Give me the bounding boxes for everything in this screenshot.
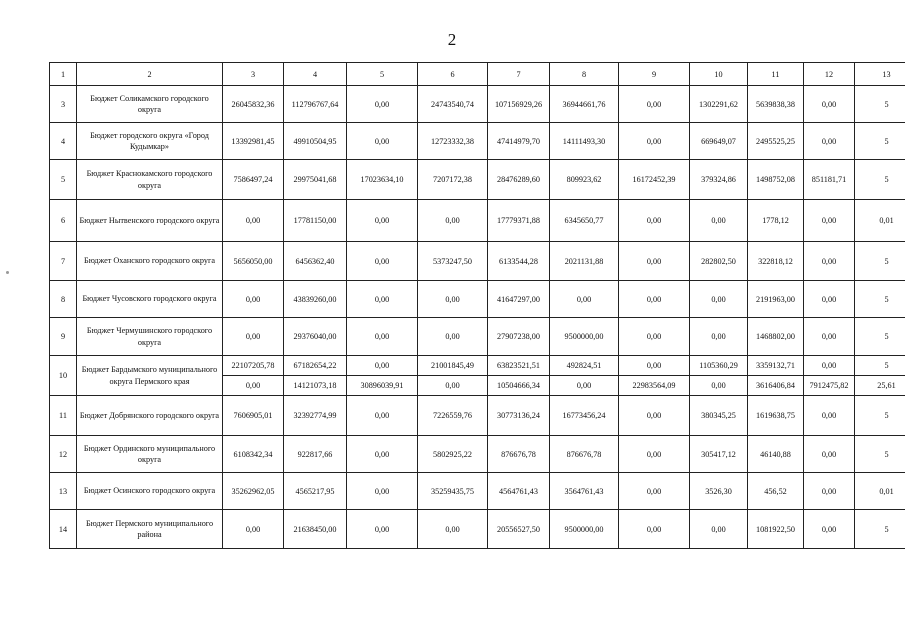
table-cell: 379324,86 [690,160,748,200]
table-cell: 22107205,78 [223,356,284,376]
table-row [50,86,905,123]
table-row [50,436,905,473]
table-cell: 47414979,70 [488,123,550,160]
row-number: 11 [50,396,77,436]
table-cell: 9500000,00 [550,510,619,549]
table-cell: 30773136,24 [488,396,550,436]
table-cell: 5802925,22 [418,436,488,473]
table-cell: 17781150,00 [284,200,347,242]
budget-name: Бюджет Соликамского городского округа [77,86,223,123]
header-row [50,63,905,86]
column-number-header: 12 [804,63,855,86]
table-cell: 22983564,09 [619,376,690,396]
table-cell: 0,00 [804,242,855,281]
table-cell: 41647297,00 [488,281,550,318]
table-cell: 0,00 [619,396,690,436]
table-cell: 10504666,34 [488,376,550,396]
row-number: 13 [50,473,77,510]
budget-name: Бюджет Краснокамского городского округа [77,160,223,200]
table-row [50,160,905,200]
table-cell: 0,00 [347,86,418,123]
table-cell: 35262962,05 [223,473,284,510]
table-cell: 6456362,40 [284,242,347,281]
row-number: 5 [50,160,77,200]
table-cell: 809923,62 [550,160,619,200]
table-cell: 3359132,71 [748,356,804,376]
table-cell: 0,00 [804,86,855,123]
row-number: 3 [50,86,77,123]
table-cell: 1468802,00 [748,318,804,356]
table-cell: 17779371,88 [488,200,550,242]
table-cell: 49910504,95 [284,123,347,160]
budget-table [49,62,905,549]
table-cell: 28476289,60 [488,160,550,200]
budget-name: Бюджет Пермского муниципального района [77,510,223,549]
budget-name: Бюджет Бардымского муниципального округа Пермского края [77,356,223,396]
column-number-header: 5 [347,63,418,86]
table-cell: 1498752,08 [748,160,804,200]
budget-name: Бюджет Чусовского городского округа [77,281,223,318]
table-cell: 1105360,29 [690,356,748,376]
table-cell: 21638450,00 [284,510,347,549]
table-cell: 7912475,82 [804,376,855,396]
table-cell: 0,00 [619,510,690,549]
table-cell: 0,00 [347,356,418,376]
column-number-header: 1 [50,63,77,86]
table-cell: 27907238,00 [488,318,550,356]
table-cell: 1778,12 [748,200,804,242]
row-number: 6 [50,200,77,242]
table-cell: 5 [855,318,905,356]
table-cell: 876676,78 [550,436,619,473]
table-cell: 5 [855,86,905,123]
column-number-header: 3 [223,63,284,86]
table-cell: 5 [855,356,905,376]
table-cell: 0,00 [804,281,855,318]
table-cell: 0,00 [804,123,855,160]
column-number-header: 13 [855,63,905,86]
table-cell: 0,00 [619,473,690,510]
table-row [50,200,905,242]
column-number-header: 7 [488,63,550,86]
margin-dot [6,271,9,274]
table-row [50,356,905,376]
table-cell: 922817,66 [284,436,347,473]
column-number-header: 10 [690,63,748,86]
table-cell: 322818,12 [748,242,804,281]
table-cell: 0,00 [550,376,619,396]
table-cell: 456,52 [748,473,804,510]
table-cell: 67182654,22 [284,356,347,376]
budget-name: Бюджет Чермушинского городского округа [77,318,223,356]
row-number: 8 [50,281,77,318]
table-cell: 17023634,10 [347,160,418,200]
table-cell: 492824,51 [550,356,619,376]
row-number: 4 [50,123,77,160]
budget-name: Бюджет Нытвенского городского округа [77,200,223,242]
table-cell: 0,00 [804,396,855,436]
table-cell: 43839260,00 [284,281,347,318]
table-cell: 3616406,84 [748,376,804,396]
table-cell: 0,00 [619,86,690,123]
budget-name: Бюджет городского округа «Город Кудымкар» [77,123,223,160]
table-cell: 1081922,50 [748,510,804,549]
table-cell: 0,00 [418,510,488,549]
table-cell: 0,00 [418,318,488,356]
column-number-header: 6 [418,63,488,86]
table-cell: 5 [855,242,905,281]
table-cell: 0,00 [690,376,748,396]
table-cell: 282802,50 [690,242,748,281]
table-cell: 29975041,68 [284,160,347,200]
table-cell: 0,00 [804,200,855,242]
table-cell: 5 [855,510,905,549]
table-cell: 1619638,75 [748,396,804,436]
table-cell: 29376040,00 [284,318,347,356]
table-cell: 0,00 [347,123,418,160]
table-cell: 36944661,76 [550,86,619,123]
table-cell: 20556527,50 [488,510,550,549]
table-cell: 851181,71 [804,160,855,200]
table-cell: 0,00 [619,242,690,281]
table-cell: 3564761,43 [550,473,619,510]
column-number-header: 2 [77,63,223,86]
table-cell: 13392981,45 [223,123,284,160]
table-cell: 2495525,25 [748,123,804,160]
table-cell: 3526,30 [690,473,748,510]
table-cell: 0,00 [804,356,855,376]
table-cell: 0,00 [223,200,284,242]
row-number: 14 [50,510,77,549]
table-cell: 25,61 [855,376,905,396]
table-cell: 876676,78 [488,436,550,473]
table-cell: 0,00 [804,318,855,356]
budget-name: Бюджет Оханского городского округа [77,242,223,281]
row-number: 9 [50,318,77,356]
table-cell: 1302291,62 [690,86,748,123]
table-cell: 0,00 [690,318,748,356]
table-cell: 46140,88 [748,436,804,473]
table-cell: 0,00 [347,242,418,281]
table-cell: 0,00 [418,200,488,242]
table-cell: 0,00 [619,356,690,376]
table-cell: 0,00 [418,376,488,396]
table-cell: 2021131,88 [550,242,619,281]
table-cell: 0,00 [347,436,418,473]
table-cell: 669649,07 [690,123,748,160]
table-cell: 26045832,36 [223,86,284,123]
table-row [50,318,905,356]
table-cell: 9500000,00 [550,318,619,356]
table-cell: 16172452,39 [619,160,690,200]
table-cell: 4564761,43 [488,473,550,510]
table-cell: 7226559,76 [418,396,488,436]
table-cell: 5 [855,396,905,436]
table-cell: 0,00 [347,281,418,318]
column-number-header: 11 [748,63,804,86]
table-cell: 0,00 [347,200,418,242]
table-cell: 6133544,28 [488,242,550,281]
column-number-header: 9 [619,63,690,86]
column-number-header: 8 [550,63,619,86]
table-cell: 7207172,38 [418,160,488,200]
budget-name: Бюджет Добрянского городского округа [77,396,223,436]
column-number-header: 4 [284,63,347,86]
table-cell: 0,00 [619,281,690,318]
table-cell: 5656050,00 [223,242,284,281]
table-cell: 0,00 [619,318,690,356]
table-cell: 5639838,38 [748,86,804,123]
table-cell: 0,01 [855,473,905,510]
table-cell: 21001845,49 [418,356,488,376]
table-cell: 0,00 [418,281,488,318]
table-cell: 4565217,95 [284,473,347,510]
budget-name: Бюджет Ординского муниципального округа [77,436,223,473]
table-row [50,242,905,281]
table-cell: 0,00 [619,436,690,473]
page-number: 2 [447,30,458,49]
table-row [50,396,905,436]
row-number: 12 [50,436,77,473]
table-cell: 0,00 [347,510,418,549]
table-cell: 0,01 [855,200,905,242]
table-cell: 7586497,24 [223,160,284,200]
table-cell: 112796767,64 [284,86,347,123]
table-cell: 0,00 [619,200,690,242]
table-cell: 107156929,26 [488,86,550,123]
table-cell: 6108342,34 [223,436,284,473]
table-cell: 380345,25 [690,396,748,436]
table-cell: 35259435,75 [418,473,488,510]
row-number: 7 [50,242,77,281]
table-cell: 0,00 [347,396,418,436]
table-cell: 0,00 [804,473,855,510]
table-cell: 305417,12 [690,436,748,473]
table-cell: 0,00 [804,510,855,549]
table-cell: 63823521,51 [488,356,550,376]
table-row [50,281,905,318]
table-cell: 0,00 [804,436,855,473]
table-cell: 6345650,77 [550,200,619,242]
table-cell: 7606905,01 [223,396,284,436]
table-row [50,473,905,510]
table-cell: 0,00 [690,281,748,318]
budget-name: Бюджет Осинского городского округа [77,473,223,510]
table-cell: 0,00 [347,318,418,356]
table-cell: 5 [855,123,905,160]
table-cell: 0,00 [223,510,284,549]
table-cell: 2191963,00 [748,281,804,318]
table-cell: 0,00 [550,281,619,318]
table-row [50,510,905,549]
table-cell: 5 [855,160,905,200]
table-cell: 24743540,74 [418,86,488,123]
table-cell: 0,00 [619,123,690,160]
table-cell: 12723332,38 [418,123,488,160]
table-cell: 30896039,91 [347,376,418,396]
table-cell: 0,00 [223,376,284,396]
table-cell: 32392774,99 [284,396,347,436]
table-cell: 0,00 [690,200,748,242]
table-cell: 0,00 [690,510,748,549]
table-cell: 5 [855,436,905,473]
table-cell: 14111493,30 [550,123,619,160]
row-number: 10 [50,356,77,396]
table-cell: 0,00 [223,281,284,318]
table-cell: 14121073,18 [284,376,347,396]
table-row [50,123,905,160]
table-cell: 0,00 [347,473,418,510]
table-cell: 16773456,24 [550,396,619,436]
table-cell: 5373247,50 [418,242,488,281]
table-cell: 0,00 [223,318,284,356]
table-cell: 5 [855,281,905,318]
